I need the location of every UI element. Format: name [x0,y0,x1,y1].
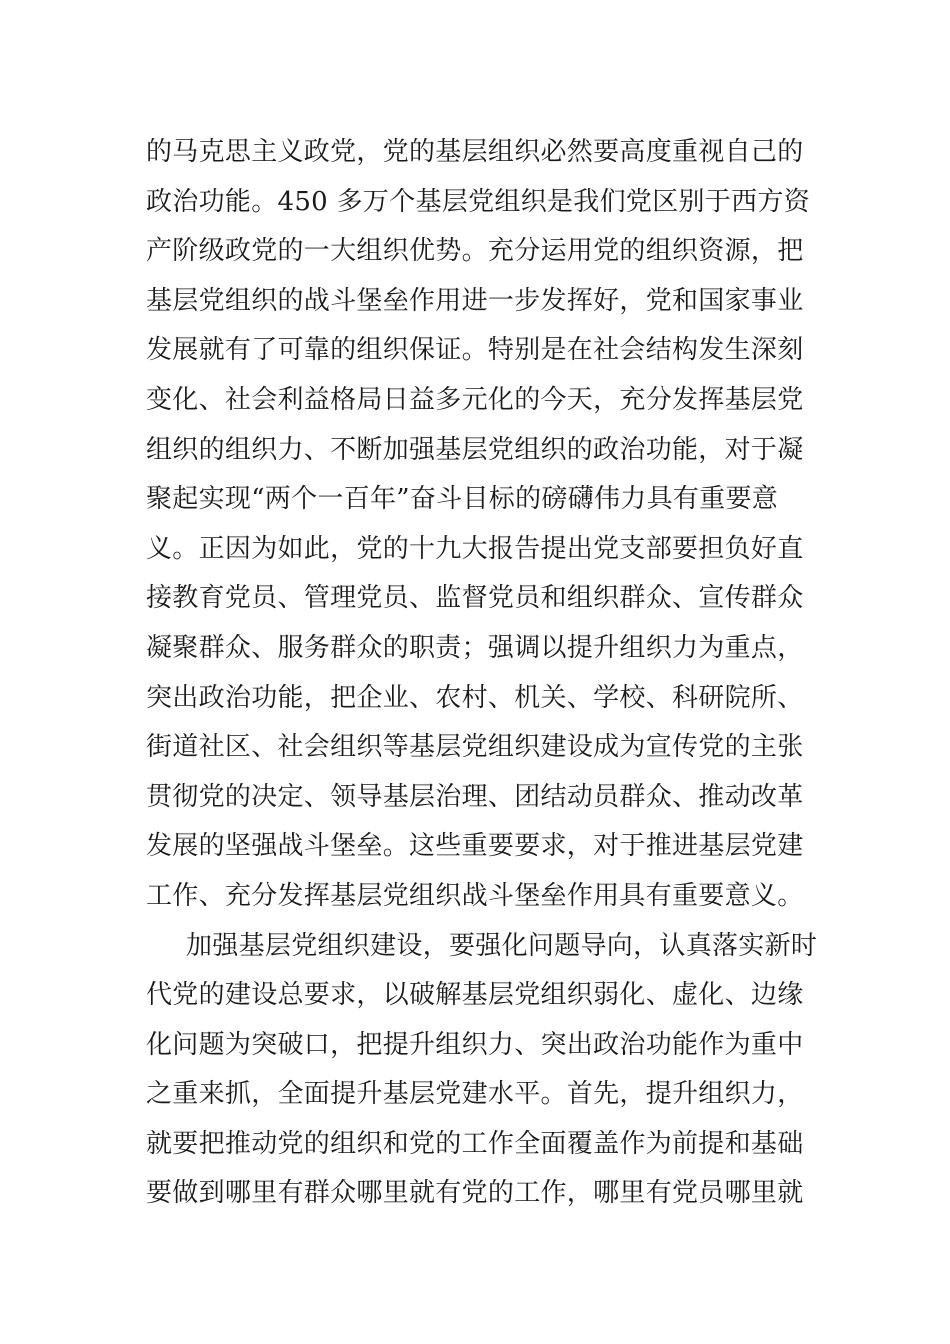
text-line: 之重来抓，全面提升基层党建水平。首先，提升组织力， [146,1079,804,1110]
text-line: 就要把推动党的组织和党的工作全面覆盖作为前提和基础 [146,1128,804,1159]
text-line: 工作、充分发挥基层党组织战斗堡垒作用具有重要意义。 [146,880,804,911]
text-line: 要做到哪里有群众哪里就有党的工作，哪里有党员哪里就 [146,1178,804,1209]
text-line: 发展的坚强战斗堡垒。这些重要要求，对于推进基层党建 [146,831,804,862]
text-line: 变化、社会利益格局日益多元化的今天，充分发挥基层党 [146,384,804,415]
body-text [146,128,816,1219]
text-line: 凝聚群众、服务群众的职责；强调以提升组织力为重点， [146,632,804,663]
text-line: 聚起实现“两个一百年”奋斗目标的磅礴伟力具有重要意 [146,484,779,515]
text-line: 组织的组织力、不断加强基层党组织的政治功能，对于凝 [146,434,804,465]
text-line: 基层党组织的战斗堡垒作用进一步发挥好，党和国家事业 [146,285,804,316]
paragraph-first-line: 加强基层党组织建设，要强化问题导向，认真落实新时 [186,930,818,961]
text-line: 代党的建设总要求，以破解基层党组织弱化、虚化、边缘 [146,980,804,1011]
text-line: 化问题为突破口，把提升组织力、突出政治功能作为重中 [146,1029,804,1060]
text-line: 产阶级政党的一大组织优势。充分运用党的组织资源，把 [146,236,804,267]
text-line: 街道社区、社会组织等基层党组织建设成为宣传党的主张 [146,732,804,763]
text-line: 突出政治功能，把企业、农村、机关、学校、科研院所、 [146,682,804,713]
text-line: 义。正因为如此，党的十九大报告提出党支部要担负好直 [146,533,804,564]
text-line: 发展就有了可靠的组织保证。特别是在社会结构发生深刻 [146,335,804,366]
text-line: 的马克思主义政党，党的基层组织必然要高度重视自己的 [146,137,804,167]
text-line: 接教育党员、管理党员、监督党员和组织群众、宣传群众 [146,583,804,614]
text-line: 贯彻党的决定、领导基层治理、团结动员群众、推动改革 [146,781,804,812]
text-line: 政治功能。450 多万个基层党组织是我们党区别于西方资 [146,186,810,217]
